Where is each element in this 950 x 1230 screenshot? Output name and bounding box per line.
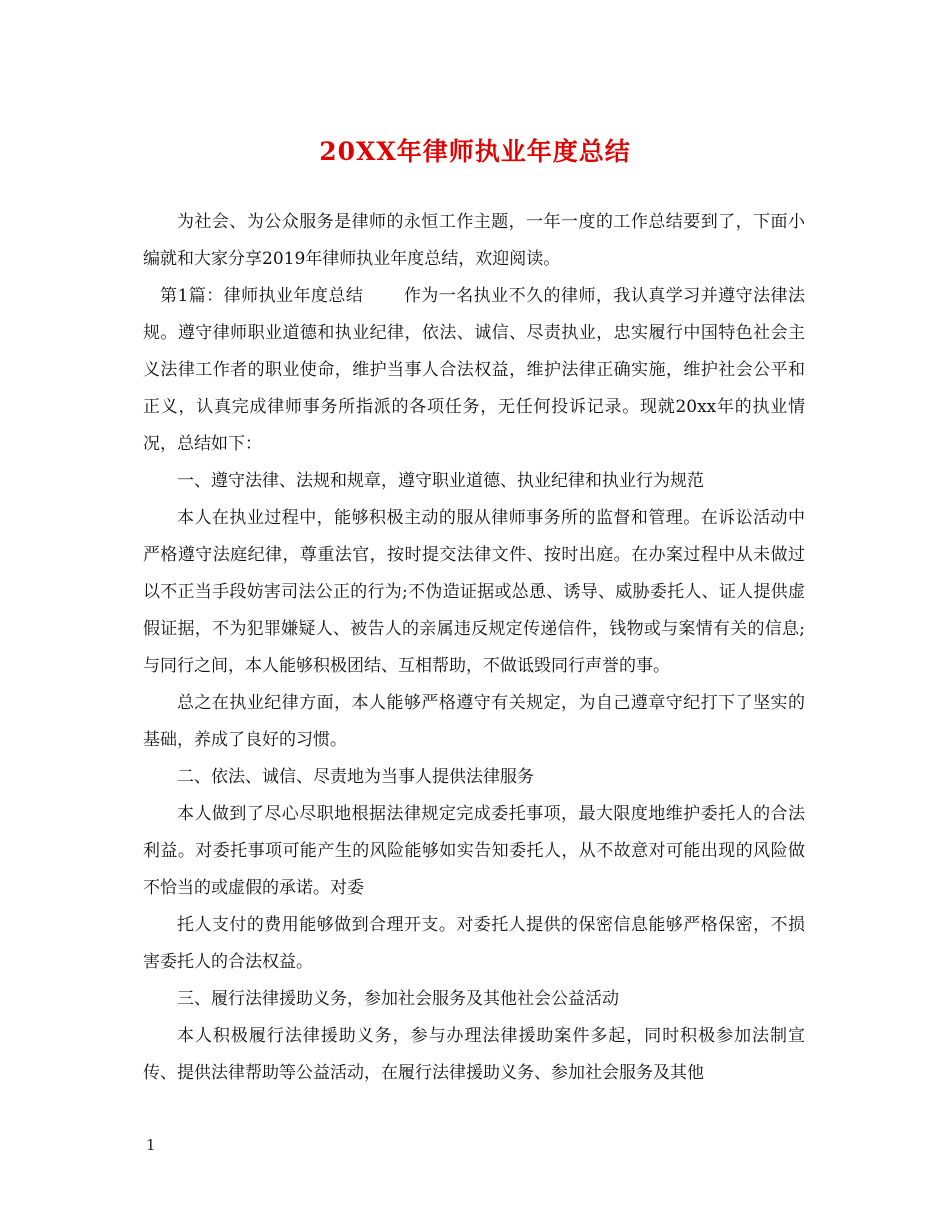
chapter-text: 作为一名执业不久的律师，我认真学习并遵守法律法规。遵守律师职业道德和执业纪律，依法、诚信、尽责执业，忠实履行中国特色社会主义法律工作者的职业使命，维护当事人合法权益，维护法律正确实施，维护社会公平和正义，认真完成律师事务所指派的各项任务，无任何投诉记录。现就20xx年的执业情况，总结如下： (143, 286, 806, 454)
body-paragraph-4: 托人支付的费用能够做到合理开支。对委托人提供的保密信息能够严格保密，不损害委托人的合法权益。 (143, 915, 805, 972)
chapter-paragraph (143, 278, 805, 463)
page-number: 1 (146, 1136, 156, 1154)
body-paragraph-1: 本人在执业过程中，能够积极主动的服从律师事务所的监督和管理。在诉讼活动中严格遵守法庭纪律，尊重法官，按时提交法律文件、按时出庭。在办案过程中从未做过以不正当手段妨害司法公正的行为;不伪造证据或怂恿、诱导、威胁委托人、证人提供虚假证据，不为犯罪嫌疑人、被告人的亲属违反规定传递信件，钱物或与案情有关的信息;与同行之间，本人能够积极团结、互相帮助，不做诋毁同行声誉的事。 (143, 508, 805, 676)
body-paragraph-3: 本人做到了尽心尽职地根据法律规定完成委托事项，最大限度地维护委托人的合法利益。对委托事项可能产生的风险能够如实告知委托人，从不故意对可能出现的风险做不恰当的或虚假的承诺。对委 (143, 804, 805, 898)
section-heading-2: 二、依法、诚信、尽责地为当事人提供法律服务 (177, 767, 534, 787)
body-paragraph-2: 总之在执业纪律方面，本人能够严格遵守有关规定，为自己遵章守纪打下了坚实的基础，养成了良好的习惯。 (143, 693, 805, 750)
body-paragraph-5: 本人积极履行法律援助义务，参与办理法律援助案件多起，同时积极参加法制宣传、提供法律帮助等公益活动，在履行法律援助义务、参加社会服务及其他 (143, 1026, 805, 1083)
intro-paragraph: 为社会、为公众服务是律师的永恒工作主题，一年一度的工作总结要到了，下面小编就和大家分享2019年律师执业年度总结，欢迎阅读。 (143, 212, 805, 269)
document-body (143, 204, 805, 1092)
document-title: 20XX年律师执业年度总结 (319, 137, 631, 166)
section-heading-1: 一、遵守法律、法规和规章，遵守职业道德、执业纪律和执业行为规范 (177, 471, 704, 491)
chapter-label: 第1篇：律师执业年度总结 (160, 286, 364, 306)
section-heading-3: 三、履行法律援助义务，参加社会服务及其他社会公益活动 (177, 989, 619, 1009)
